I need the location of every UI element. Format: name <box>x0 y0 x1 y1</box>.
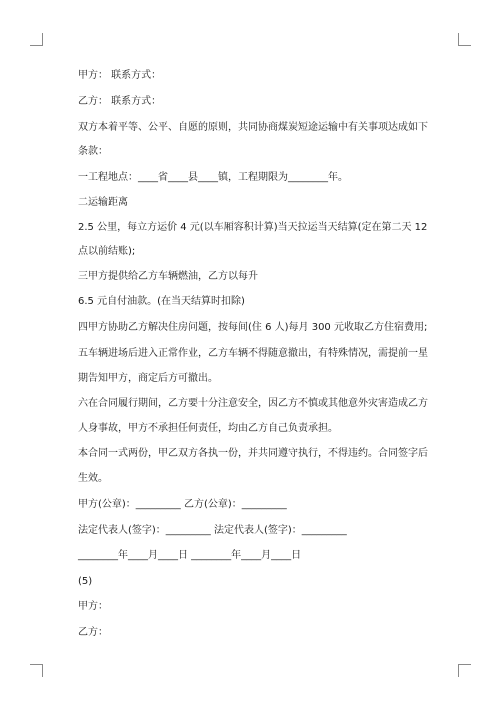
clause-2-line-2: 点以前结账); <box>78 246 136 257</box>
party-a-contact-line: 甲方： 联系方式： <box>78 70 162 81</box>
clause-4-housing: 四甲方协助乙方解决住房问题，按每间(住 6 人)每月 300 元收取乙方住宿费用; <box>78 322 428 333</box>
date-line: ________年____月____日 ________年____月____日 <box>78 550 302 561</box>
clause-2-heading: 二运输距离 <box>78 197 128 208</box>
party-a-line: 甲方： <box>78 601 108 612</box>
page-corner-mark-top-left <box>30 33 43 46</box>
clause-6-line-1: 六在合同履行期间，乙方要十分注意安全，因乙方不慎或其他意外灾害造成乙方 <box>78 398 428 409</box>
page-corner-mark-bottom-right <box>458 664 471 677</box>
section-number: (5) <box>78 576 93 587</box>
intro-paragraph-line-1: 双方本着平等、公平、自愿的原则，共同协商煤炭短途运输中有关事项达成如下 <box>78 122 428 133</box>
intro-paragraph-line-2: 条款： <box>78 146 108 157</box>
clause-6-line-2: 人身事故，甲方不承担任何责任，均由乙方自己负责承担。 <box>78 423 338 434</box>
clause-3-line-1: 三甲方提供给乙方车辆燃油，乙方以每升 <box>78 271 258 282</box>
page-corner-mark-bottom-left <box>30 664 43 677</box>
clause-5-line-1: 五车辆进场后进入正常作业，乙方车辆不得随意撤出，有特殊情况，需提前一星 <box>78 348 428 359</box>
page-corner-mark-top-right <box>458 33 471 46</box>
closing-line-1: 本合同一式两份，甲乙双方各执一份，并共同遵守执行，不得违约。合同签字后 <box>78 448 428 459</box>
seal-signature-line: 甲方(公章)：_________ 乙方(公章)：_________ <box>78 499 287 510</box>
party-b-line: 乙方： <box>78 627 108 638</box>
closing-line-2: 生效。 <box>78 473 108 484</box>
clause-2-line-1: 2.5 公里，每立方运价 4 元(以车厢容积计算)当天拉运当天结算(定在第二天 12 <box>78 222 428 233</box>
legal-representative-signature-line: 法定代表人(签字)：_________ 法定代表人(签字)：_________ <box>78 525 347 536</box>
party-b-contact-line: 乙方： 联系方式： <box>78 96 162 107</box>
clause-5-line-2: 期告知甲方，商定后方可撤出。 <box>78 373 218 384</box>
clause-3-line-2: 6.5 元自付油款。(在当天结算时扣除) <box>78 296 245 307</box>
clause-1-location: 一工程地点：____省____县____镇，工程期限为________年。 <box>78 172 348 183</box>
